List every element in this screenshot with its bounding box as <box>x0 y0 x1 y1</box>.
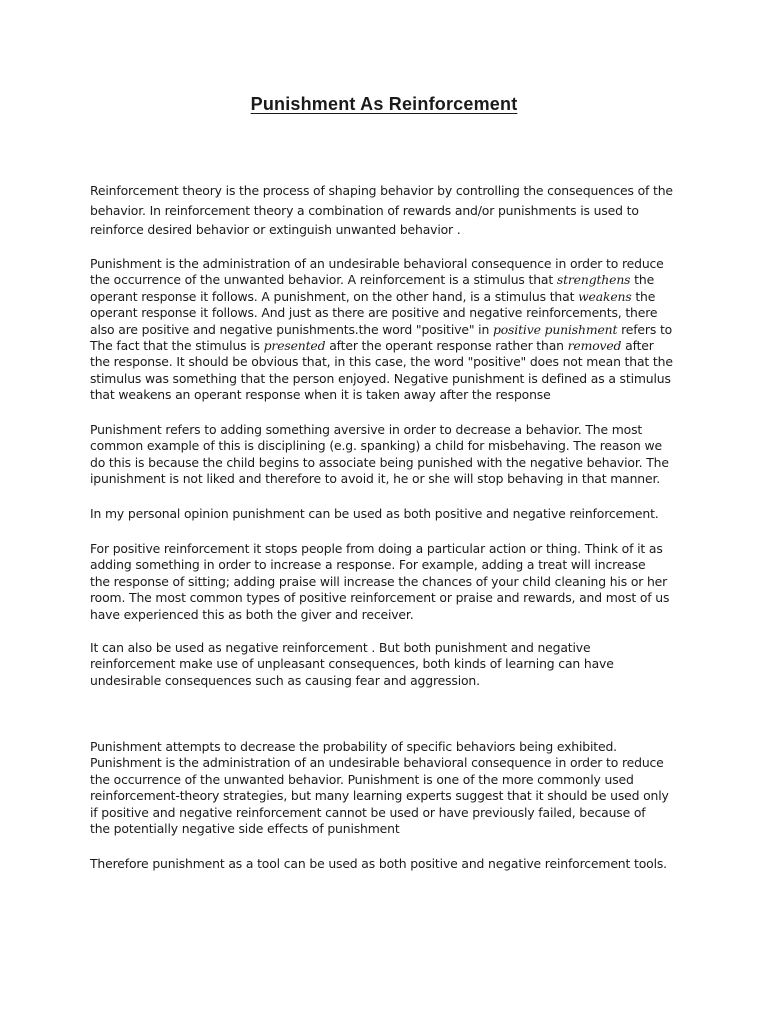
paragraph-1 <box>90 181 690 240</box>
text-line: behavior. In reinforcement theory a combination of rewards and/or punishments is used to <box>90 202 639 218</box>
paragraph-7 <box>90 739 690 837</box>
text-line: Punishment refers to adding something aversive in order to decrease a behavior. The most <box>90 422 643 437</box>
text-line: reinforce desired behavior or extinguish unwanted behavior . <box>90 222 461 238</box>
text-line: the occurrence of the unwanted behavior. A reinforcement is a stimulus that strengthens the <box>90 272 655 288</box>
text-line: the response of sitting; adding praise will increase the chances of your child cleaning his or her <box>90 573 668 589</box>
text-line: Reinforcement theory is the process of shaping behavior by controlling the consequences of the <box>90 183 673 198</box>
emphasis-positive-punishment: positive punishment <box>492 321 618 337</box>
emphasis-removed: removed <box>567 338 622 354</box>
text-line: Therefore punishment as a tool can be used as both positive and negative reinforcement tools. <box>90 856 667 871</box>
text-line: have experienced this as both the giver and receiver. <box>90 606 414 622</box>
text-line: ipunishment is not liked and therefore to avoid it, he or she will stop behaving in that manner. <box>90 471 661 487</box>
text-line: the potentially negative side effects of punishment <box>90 821 400 837</box>
page-title: Punishment As Reinforcement <box>250 94 518 114</box>
text-line: For positive reinforcement it stops people from doing a particular action or thing. Think of it as <box>90 541 663 556</box>
emphasis-strengthens: strengthens <box>556 272 631 288</box>
paragraph-8 <box>90 856 690 872</box>
text-line: the response. It should be obvious that, in this case, the word "positive" does not mean that the <box>90 354 673 370</box>
paragraph-3 <box>90 422 690 488</box>
text-line: reinforcement-theory strategies, but many learning experts suggest that it should be used only <box>90 788 669 804</box>
text-line: adding something in order to increase a response. For example, adding a treat will increase <box>90 557 646 573</box>
text-line: operant response it follows. And just as there are positive and negative reinforcements, there <box>90 305 658 321</box>
text-line: The fact that the stimulus is presented after the operant response rather than removed after <box>90 338 654 354</box>
text-line: do this is because the child begins to associate being punished with the negative behavior. The <box>90 454 669 470</box>
text-line: Punishment is the administration of an undesirable behavioral consequence in order to reduce <box>90 256 664 271</box>
text-line: Punishment is the administration of an undesirable behavioral consequence in order to reduce <box>90 755 664 771</box>
text-line: It can also be used as negative reinforcement . But both punishment and negative <box>90 640 591 655</box>
text-line: undesirable consequences such as causing fear and aggression. <box>90 672 480 688</box>
text-line: that weakens an operant response when it is taken away after the response <box>90 387 551 403</box>
text-line: reinforcement make use of unpleasant consequences, both kinds of learning can have <box>90 656 614 672</box>
text-line: stimulus was something that the person enjoyed. Negative punishment is defined as a stimulus <box>90 370 671 386</box>
paragraph-2 <box>90 256 690 404</box>
text-line: Punishment attempts to decrease the probability of specific behaviors being exhibited. <box>90 739 617 754</box>
paragraph-5 <box>90 541 690 623</box>
emphasis-presented: presented <box>263 338 326 354</box>
text-line: room. The most common types of positive reinforcement or praise and rewards, and most of us <box>90 590 670 606</box>
emphasis-weakens: weakens <box>578 288 632 304</box>
paragraph-4 <box>90 506 690 522</box>
text-line: operant response it follows. A punishment, on the other hand, is a stimulus that weakens the <box>90 288 656 304</box>
text-line: also are positive and negative punishments.the word "positive" in positive punishment refers to <box>90 321 673 337</box>
text-line: common example of this is disciplining (e.g. spanking) a child for misbehaving. The reason we <box>90 438 662 454</box>
text-line: if positive and negative reinforcement cannot be used or have previously failed, because of <box>90 804 646 820</box>
text-line: In my personal opinion punishment can be used as both positive and negative reinforcement. <box>90 506 659 521</box>
paragraph-6 <box>90 640 690 689</box>
text-line: the occurrence of the unwanted behavior. Punishment is one of the more commonly used <box>90 771 634 787</box>
